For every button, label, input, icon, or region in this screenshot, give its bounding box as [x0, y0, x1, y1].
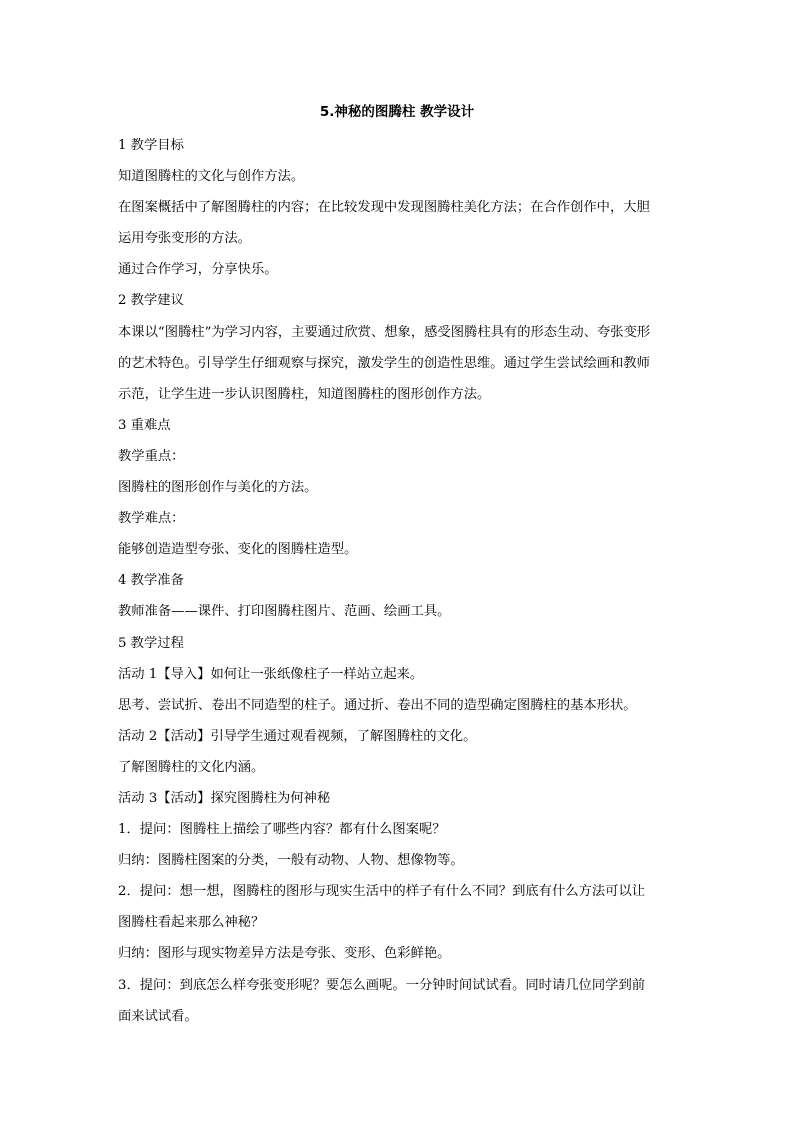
paragraph-line: 运用夸张变形的方法。 — [118, 231, 251, 247]
section-heading-preparation: 4 教学准备 — [118, 573, 184, 589]
paragraph-line: 归纳：图形与现实物差异方法是夸张、变形、色彩鲜艳。 — [118, 946, 451, 962]
paragraph-line: 教学重点： — [118, 448, 185, 464]
paragraph-line: 知道图腾柱的文化与创作方法。 — [118, 169, 305, 185]
document-title: 5.神秘的图腾柱 教学设计 — [319, 104, 475, 120]
paragraph-line: 本课以“图腾柱”为学习内容，主要通过欣赏、想象，感受图腾柱具有的形态生动、夸张变形 — [118, 324, 651, 340]
paragraph-line: 能够创造造型夸张、变化的图腾柱造型。 — [118, 542, 358, 558]
paragraph-line: 2．提问：想一想，图腾柱的图形与现实生活中的样子有什么不同？到底有什么方法可以让 — [118, 884, 646, 900]
paragraph-line: 活动 1【导入】如何让一张纸像柱子一样站立起来。 — [118, 666, 424, 682]
paragraph-line: 教师准备——课件、打印图腾柱图片、范画、绘画工具。 — [118, 604, 451, 620]
section-heading-key-points: 3 重难点 — [118, 417, 171, 433]
paragraph-line: 活动 3【活动】探究图腾柱为何神秘 — [118, 790, 331, 806]
section-heading-suggestions: 2 教学建议 — [118, 293, 184, 309]
paragraph-line: 面来试试看。 — [118, 1008, 198, 1024]
document-body — [118, 130, 678, 1032]
paragraph-line: 了解图腾柱的文化内涵。 — [118, 759, 265, 775]
paragraph-line: 归纳：图腾柱图案的分类，一般有动物、人物、想像物等。 — [118, 853, 464, 869]
paragraph-line: 的艺术特色。引导学生仔细观察与探究，激发学生的创造性思维。通过学生尝试绘画和教师 — [118, 355, 650, 371]
paragraph-line: 图腾柱的图形创作与美化的方法。 — [118, 480, 318, 496]
paragraph-line: 活动 2【活动】引导学生通过观看视频，了解图腾柱的文化。 — [118, 728, 477, 744]
paragraph-line: 通过合作学习，分享快乐。 — [118, 262, 278, 278]
paragraph-line: 3．提问：到底怎么样夸张变形呢？要怎么画呢。一分钟时间试试看。同时请几位同学到前 — [118, 977, 646, 993]
section-heading-process: 5 教学过程 — [118, 635, 184, 651]
paragraph-line: 在图案概括中了解图腾柱的内容；在比较发现中发现图腾柱美化方法；在合作创作中，大胆 — [118, 200, 650, 216]
paragraph-line: 1．提问：图腾柱上描绘了哪些内容？都有什么图案呢？ — [118, 822, 446, 838]
paragraph-line: 思考、尝试折、卷出不同造型的柱子。通过折、卷出不同的造型确定图腾柱的基本形状。 — [118, 697, 637, 713]
section-heading-goals: 1 教学目标 — [118, 138, 184, 153]
paragraph-line: 图腾柱看起来那么神秘？ — [118, 915, 265, 931]
paragraph-line: 示范，让学生进一步认识图腾柱，知道图腾柱的图形创作方法。 — [118, 386, 491, 402]
paragraph-line: 教学难点： — [118, 511, 185, 527]
